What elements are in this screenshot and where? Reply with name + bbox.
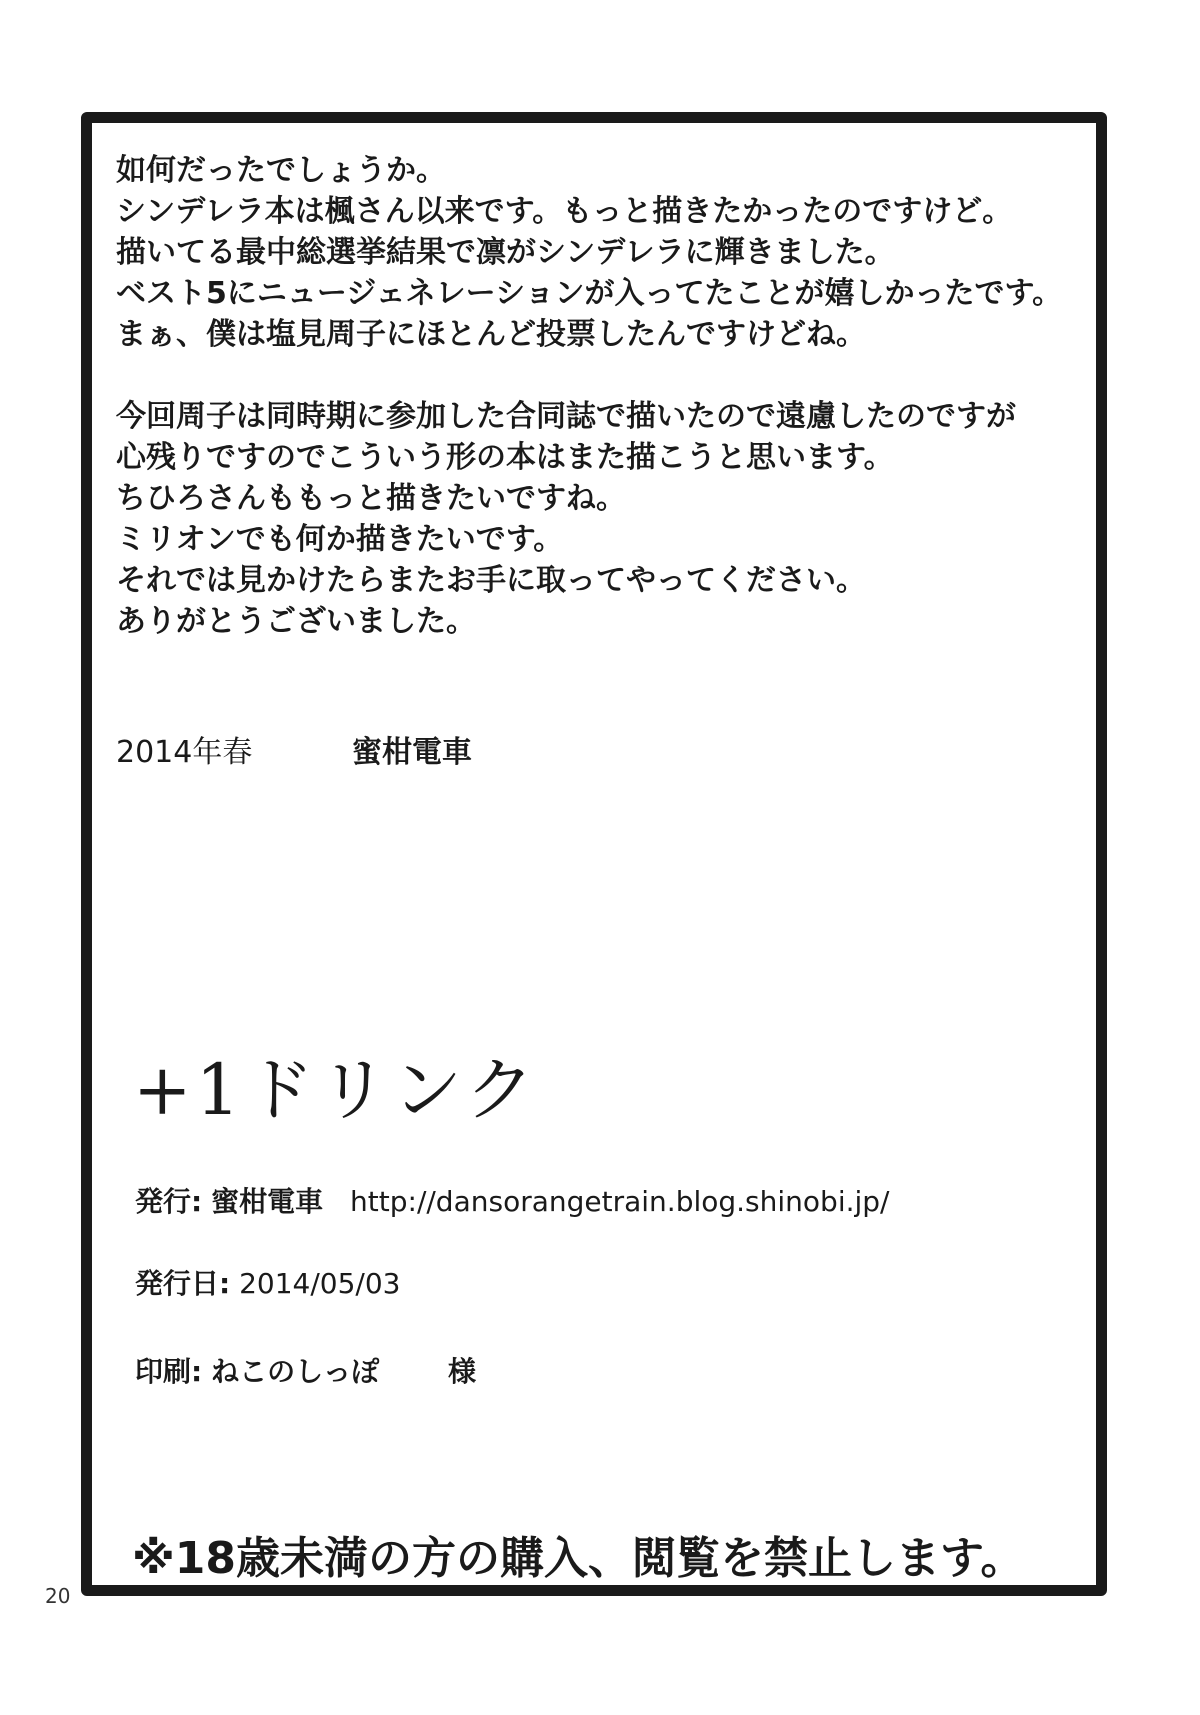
publisher-name: 蜜柑電車 xyxy=(211,1185,324,1218)
afterword-line: それでは見かけたらまたお手に取ってやってください。 xyxy=(116,563,866,598)
publish-date: 2014/05/03 xyxy=(239,1267,401,1300)
colophon-date xyxy=(135,1262,401,1302)
afterword-line: ちひろさんももっと描きたいですね。 xyxy=(116,481,626,516)
printer-name: ねこのしっぽ xyxy=(211,1355,380,1388)
afterword-line: ありがとうございました。 xyxy=(116,604,476,639)
afterword-line: 今回周子は同時期に参加した合同誌で描いたので遠慮したのですが xyxy=(116,399,1016,434)
printer-honorific: 様 xyxy=(448,1355,477,1388)
signoff-season: 2014年春 xyxy=(116,735,253,770)
afterword-line: まぁ、僕は塩見周子にほとんど投票したんですけどね。 xyxy=(116,317,866,352)
publisher-label: 発行: xyxy=(135,1185,203,1218)
colophon-printer xyxy=(135,1350,476,1390)
signoff-circle-name: 蜜柑電車 xyxy=(352,735,472,770)
colophon-publisher xyxy=(135,1180,889,1220)
afterword-line: 心残りですのでこういう形の本はまた描こうと思います。 xyxy=(116,440,894,475)
afterword-line: シンデレラ本は楓さん以来です。もっと描きたかったのですけど。 xyxy=(116,194,1013,229)
book-title: +1ドリンク xyxy=(133,1049,539,1131)
printer-label: 印刷: xyxy=(135,1355,203,1388)
afterword-line: 如何だったでしょうか。 xyxy=(116,153,446,188)
date-label: 発行日: xyxy=(135,1267,231,1300)
afterword-text xyxy=(116,150,1086,642)
paragraph-gap xyxy=(116,355,1086,396)
publisher-url: http://dansorangetrain.blog.shinobi.jp/ xyxy=(350,1185,890,1218)
page-number: 20 xyxy=(45,1584,71,1608)
age-restriction-notice: ※18歳未満の方の購入、閲覧を禁止します。 xyxy=(132,1533,1025,1584)
afterword-line: 描いてる最中総選挙結果で凛がシンデレラに輝きました。 xyxy=(116,235,895,270)
signoff xyxy=(116,727,472,771)
afterword-line: ミリオンでも何か描きたいです。 xyxy=(116,522,564,557)
afterword-line: ベスト5にニュージェネレーションが入ってたことが嬉しかったです。 xyxy=(116,276,1063,311)
